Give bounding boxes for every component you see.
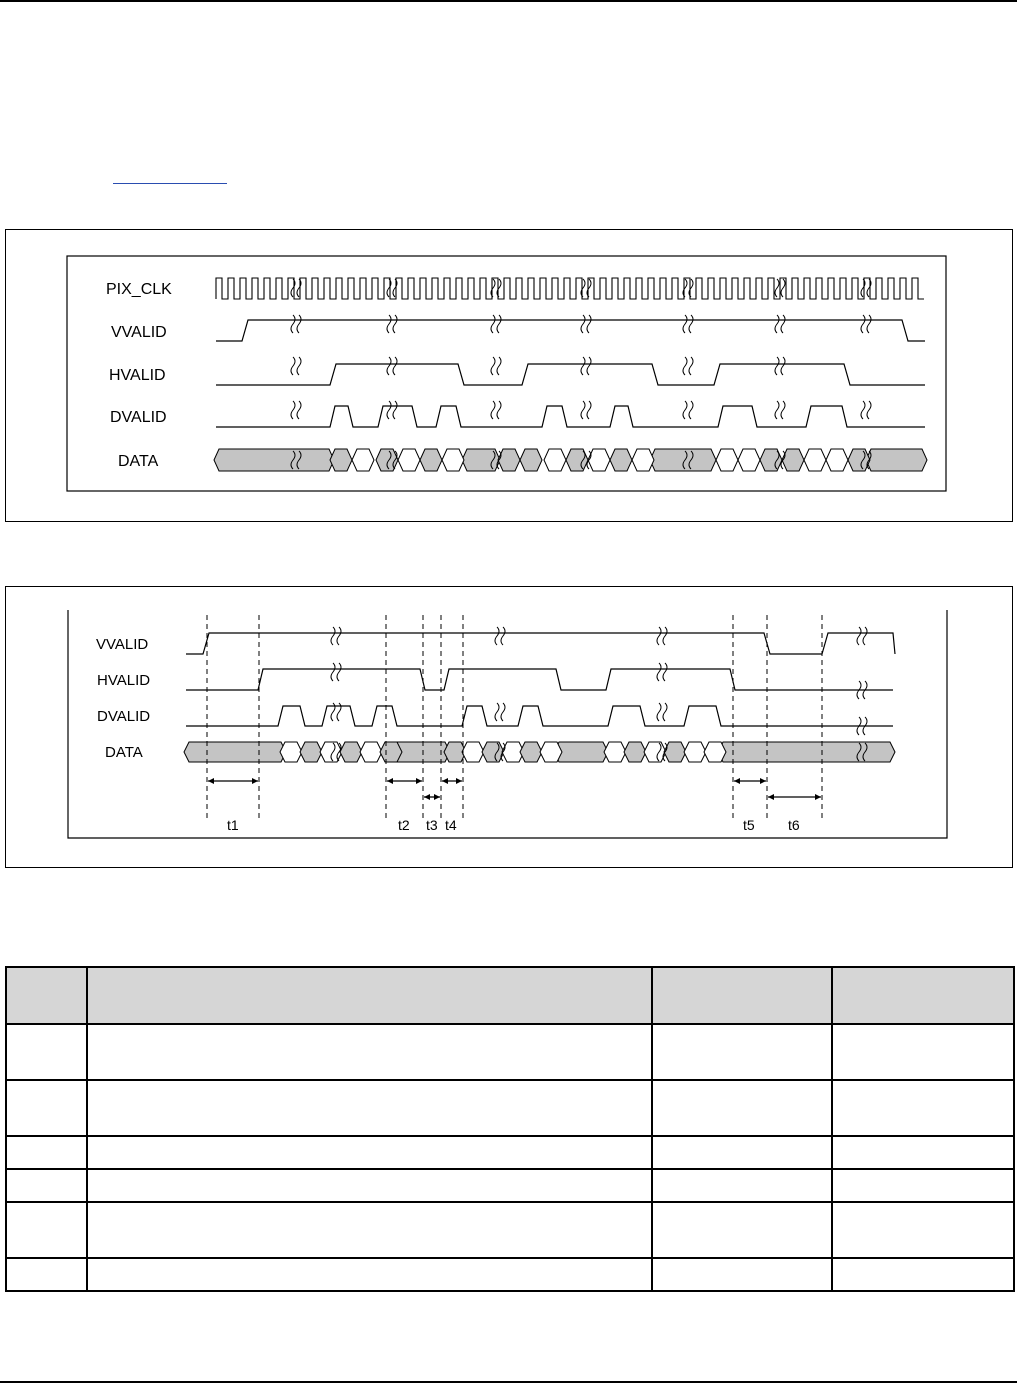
data-bus-word [420,449,442,471]
data-bus-word [520,742,542,762]
data-bus-word [760,449,782,471]
dvalid-wave [216,406,925,427]
break-mark [861,315,871,333]
timing-label-t1: t1 [227,817,239,833]
break-mark [657,627,667,645]
table-cell [832,1080,1014,1136]
table-cell [6,1202,87,1258]
dimension-arrow [734,778,766,784]
figure2-waveforms [184,615,895,820]
data-bus-word [330,449,352,471]
pix-clk-wave [216,278,924,299]
break-mark [291,315,301,333]
break-mark [387,401,397,419]
data-bus-word [498,449,520,471]
data-bus-word [848,449,870,471]
break-mark [775,401,785,419]
data-bus-segment [184,742,286,762]
break-mark [331,663,341,681]
hvalid-wave [186,669,893,690]
table-cell [652,1202,832,1258]
dimension-arrow [208,778,258,784]
table-cell [87,1080,652,1136]
break-mark [331,627,341,645]
table-cell [832,1202,1014,1258]
break-mark [387,315,397,333]
vvalid-wave [186,633,895,654]
data-bus-segment [650,449,716,471]
signal-label: DVALID [97,708,151,725]
timing-table [5,966,1015,1292]
table-row [6,1258,1014,1291]
timing-label-t3: t3 [426,817,438,833]
table-cell [832,1136,1014,1169]
break-mark [581,315,591,333]
timing-label-t4: t4 [445,817,457,833]
break-mark [495,627,505,645]
table-row [6,1169,1014,1202]
data-bus-word [782,449,804,471]
data-bus-word [588,449,610,471]
table-row [6,1024,1014,1080]
table-cell [652,1258,832,1291]
data-bus-word [632,449,654,471]
data-bus-word [804,449,826,471]
table-cell [87,1258,652,1291]
signal-label: VVALID [96,636,149,653]
data-bus-word [540,742,562,762]
break-mark [491,401,501,419]
break-mark [857,627,867,645]
timing-label-t5: t5 [743,817,755,833]
table-header-cell [832,967,1014,1024]
table-cell [832,1169,1014,1202]
data-bus-word [360,742,382,762]
dimension-arrow [424,794,440,800]
table-cell [6,1258,87,1291]
dimension-arrow [442,778,462,784]
table-cell [6,1136,87,1169]
table-cell [87,1136,652,1169]
data-bus-word [566,449,588,471]
data-bus-word [300,742,322,762]
table-header-cell [652,967,832,1024]
break-mark [491,315,501,333]
signal-label: DATA [105,744,143,761]
dimension-arrow [768,794,821,800]
data-bus-word [520,449,542,471]
table-cell [832,1024,1014,1080]
data-bus-segment [214,449,334,471]
data-bus-word [280,742,302,762]
signal-label: HVALID [97,672,151,689]
break-mark [683,401,693,419]
data-bus-word [380,742,402,762]
break-mark [657,663,667,681]
table-row [6,1080,1014,1136]
data-bus-word [716,449,738,471]
break-mark [657,703,667,721]
data-bus-word [340,742,362,762]
table-header-cell [87,967,652,1024]
table-cell [652,1136,832,1169]
hvalid-wave [216,364,925,385]
table-cell [87,1202,652,1258]
timing-label-t6: t6 [788,817,800,833]
bottom-rule [0,1381,1017,1383]
data-bus-word [738,449,760,471]
table-cell [652,1024,832,1080]
figure2-inner-box [68,610,947,838]
data-bus-word [398,449,420,471]
data-bus-word [442,449,464,471]
table-cell [6,1024,87,1080]
data-bus-word [704,742,726,762]
figure1-waveforms [214,278,927,471]
table-header-cell [6,967,87,1024]
signal-label: PIX_CLK [106,281,172,298]
data-bus-word [604,742,626,762]
data-bus-segment [718,742,895,762]
vvalid-wave [216,320,925,341]
break-mark [683,357,693,375]
data-bus-segment [866,449,927,471]
break-mark [581,357,591,375]
table-cell [652,1080,832,1136]
break-mark [491,357,501,375]
break-mark [291,357,301,375]
data-bus-word [352,449,374,471]
data-bus-word [644,742,666,762]
data-bus-word [684,742,706,762]
table-cell [6,1169,87,1202]
table-row [6,1136,1014,1169]
signal-label: HVALID [109,367,166,384]
table-cell [652,1169,832,1202]
data-bus-word [610,449,632,471]
break-mark [775,357,785,375]
break-mark [495,703,505,721]
signal-label: DATA [118,453,159,470]
signal-label: DVALID [110,409,167,426]
table-header-row [6,967,1014,1024]
table-cell [6,1080,87,1136]
break-mark [683,315,693,333]
data-bus-word [826,449,848,471]
table-cell [87,1169,652,1202]
table-row [6,1202,1014,1258]
dvalid-wave [186,706,893,726]
dimension-arrow [387,778,422,784]
timing-label-t2: t2 [398,817,410,833]
data-bus-word [624,742,646,762]
break-mark [861,401,871,419]
table-cell [87,1024,652,1080]
table-cell [832,1258,1014,1291]
data-bus-word [462,742,484,762]
break-mark [581,401,591,419]
break-mark [387,357,397,375]
data-bus-word [544,449,566,471]
data-bus-word [664,742,686,762]
break-mark [291,401,301,419]
data-bus-word [482,742,504,762]
signal-label: VVALID [111,324,167,341]
break-mark [775,315,785,333]
